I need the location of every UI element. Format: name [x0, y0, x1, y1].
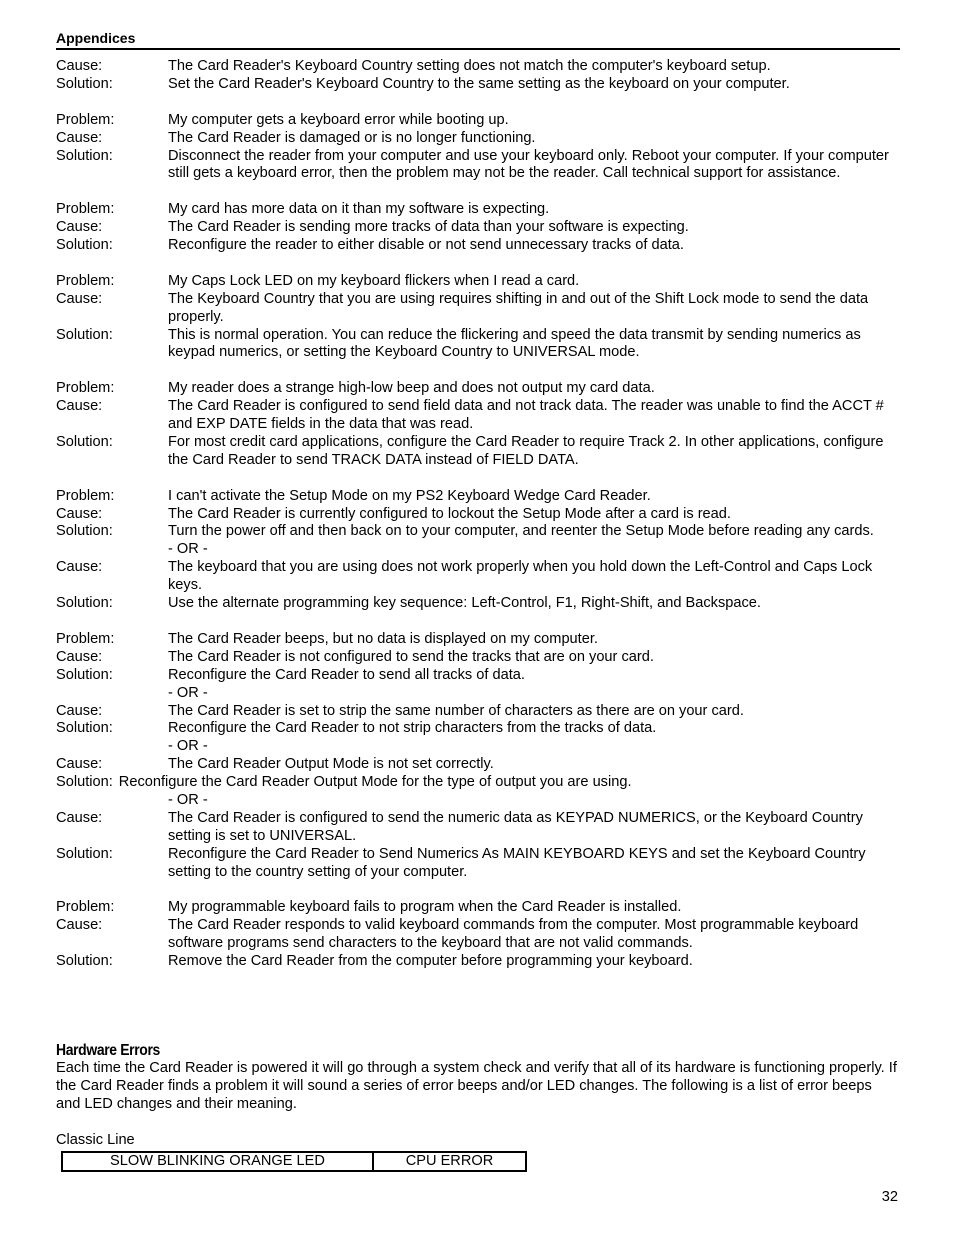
page-number: 32 — [881, 1189, 898, 1205]
row-text: My programmable keyboard fails to program when the Card Reader is installed. — [168, 899, 682, 916]
error-table — [61, 1151, 527, 1172]
row-label: Solution: — [56, 720, 113, 737]
row-text: Reconfigure the Card Reader to send all tracks of data. — [168, 666, 525, 683]
list-item — [56, 774, 900, 792]
row-label: Problem: — [56, 899, 115, 916]
list-item — [56, 112, 900, 130]
list-item — [56, 631, 900, 649]
row-text: Reconfigure the reader to either disable or not send unnecessary tracks of data. — [168, 237, 684, 254]
or-separator: - OR - — [168, 738, 208, 755]
error-meaning-cell: CPU ERROR — [373, 1152, 526, 1171]
row-label: Solution: — [56, 147, 113, 164]
row-label: Solution: — [56, 666, 113, 683]
row-label: Cause: — [56, 648, 103, 665]
list-item — [56, 488, 900, 506]
row-text: For most credit card applications, configure the Card Reader to require Track 2. In other applications, configure the Card Reader to send TRACK DATA instead of FIELD DATA. — [168, 433, 884, 468]
or-separator: - OR - — [168, 684, 208, 701]
row-label: Solution: — [56, 523, 113, 540]
list-item — [56, 201, 900, 219]
row-label: Cause: — [56, 398, 103, 415]
row-text: Reconfigure the Card Reader to Send Numerics As MAIN KEYBOARD KEYS and set the Keyboard Country setting to the country setting of your computer. — [168, 845, 866, 880]
row-label: Solution: — [56, 845, 113, 862]
troubleshooting-list — [56, 58, 900, 989]
problem-group — [56, 380, 900, 470]
hardware-errors-heading: Hardware Errors — [56, 1042, 160, 1059]
row-text: Reconfigure the Card Reader to not strip characters from the tracks of data. — [168, 720, 657, 737]
list-item — [56, 380, 900, 398]
row-label: Cause: — [56, 219, 103, 236]
problem-group — [56, 273, 900, 363]
row-text: Use the alternate programming key sequence: Left-Control, F1, Right-Shift, and Backspace. — [168, 595, 761, 612]
row-label: Problem: — [56, 201, 115, 218]
row-text: The Card Reader's Keyboard Country setting does not match the computer's keyboard setup. — [168, 58, 771, 74]
list-item — [56, 291, 900, 327]
row-label: Cause: — [56, 756, 103, 773]
row-label: Solution: — [56, 774, 113, 791]
row-label: Problem: — [56, 272, 115, 289]
row-text: The Card Reader is set to strip the same number of characters as there are on your card. — [168, 702, 744, 719]
list-item — [56, 130, 900, 148]
row-label: Cause: — [56, 809, 103, 826]
row-label: Solution: — [56, 953, 113, 970]
or-separator: - OR - — [168, 792, 208, 809]
row-text: The Card Reader is currently configured to lockout the Setup Mode after a card is read. — [168, 505, 731, 522]
row-text: The Card Reader beeps, but no data is displayed on my computer. — [168, 630, 598, 647]
row-text: Disconnect the reader from your computer and use your keyboard only. Reboot your computer. If your computer still gets a keyboard error, then the problem may not be the reader. Call technical support for assistance. — [168, 147, 889, 182]
list-item — [56, 720, 900, 738]
row-label: Solution: — [56, 237, 113, 254]
row-text: The Card Reader is configured to send field data and not track data. The reader was unable to find the ACCT # and EXP DATE fields in the data that was read. — [168, 398, 884, 433]
row-label: Cause: — [56, 58, 103, 74]
row-text: My Caps Lock LED on my keyboard flickers when I read a card. — [168, 272, 580, 289]
list-item — [56, 148, 900, 184]
row-text: Remove the Card Reader from the computer before programming your keyboard. — [168, 953, 693, 970]
row-label: Problem: — [56, 487, 115, 504]
row-label: Cause: — [56, 559, 103, 576]
row-text: Reconfigure the Card Reader Output Mode for the type of output you are using. — [118, 774, 632, 791]
list-item — [56, 899, 900, 917]
list-item — [56, 846, 900, 882]
hardware-errors-paragraph: Each time the Card Reader is powered it will go through a system check and verify that all of its hardware is functioning properly. If the Card Reader finds a problem it will sound a series of error beeps and/or LED changes. The following is a list of error beeps and LED changes and their meaning. — [56, 1060, 897, 1112]
row-text: My computer gets a keyboard error while booting up. — [168, 111, 509, 128]
list-item — [56, 398, 900, 434]
row-label: Cause: — [56, 917, 103, 934]
row-text: The Card Reader responds to valid keyboard commands from the computer. Most programmable keyboard software programs send characters to the keyboard that are not valid commands. — [168, 917, 859, 952]
list-item — [56, 506, 900, 524]
list-item — [56, 76, 900, 94]
list-item — [56, 703, 900, 721]
row-text: The Card Reader is sending more tracks of data than your software is expecting. — [168, 219, 689, 236]
row-text: The keyboard that you are using does not work properly when you hold down the Left-Control and Caps Lock keys. — [168, 559, 873, 594]
row-label: Solution: — [56, 433, 113, 450]
table-row — [62, 1152, 526, 1171]
table-caption: Classic Line — [56, 1132, 135, 1148]
row-label: Problem: — [56, 111, 115, 128]
list-item — [56, 58, 900, 76]
list-item — [56, 595, 900, 613]
row-label: Cause: — [56, 290, 103, 307]
row-text: My card has more data on it than my software is expecting. — [168, 201, 550, 218]
row-text: Turn the power off and then back on to your computer, and reenter the Setup Mode before reading any cards. — [168, 523, 874, 540]
list-item — [56, 917, 900, 953]
list-item — [56, 327, 900, 363]
row-text: The Card Reader is not configured to send the tracks that are on your card. — [168, 648, 654, 665]
or-separator: - OR - — [168, 541, 208, 558]
section-header: Appendices — [56, 29, 900, 50]
row-text: I can't activate the Setup Mode on my PS2 Keyboard Wedge Card Reader. — [168, 487, 651, 504]
list-item — [56, 810, 900, 846]
row-label: Problem: — [56, 380, 115, 397]
row-label: Cause: — [56, 129, 103, 146]
row-label: Cause: — [56, 702, 103, 719]
error-indicator-cell: SLOW BLINKING ORANGE LED — [62, 1152, 373, 1171]
row-text: The Keyboard Country that you are using requires shifting in and out of the Shift Lock mode to send the data properly. — [168, 290, 869, 325]
row-label: Solution: — [56, 595, 113, 612]
list-item — [56, 667, 900, 685]
row-label: Problem: — [56, 630, 115, 647]
problem-group — [56, 201, 900, 255]
row-text: This is normal operation. You can reduce the flickering and speed the data transmit by sending numerics as keypad numerics, or setting the Keyboard Country to UNIVERSAL mode. — [168, 326, 861, 361]
list-item — [56, 756, 900, 774]
list-item — [56, 219, 900, 237]
row-label: Solution: — [56, 326, 113, 343]
row-label: Solution: — [56, 75, 113, 92]
row-text: My reader does a strange high-low beep and does not output my card data. — [168, 380, 655, 397]
list-item — [56, 237, 900, 255]
row-text: The Card Reader is configured to send the numeric data as KEYPAD NUMERICS, or the Keyboard Country setting is set to UNIVERSAL. — [168, 809, 863, 844]
row-label: Cause: — [56, 505, 103, 522]
problem-group — [56, 58, 900, 94]
problem-group — [56, 112, 900, 184]
problem-group — [56, 631, 900, 882]
list-item — [56, 434, 900, 470]
list-item — [56, 273, 900, 291]
list-item — [56, 649, 900, 667]
list-item — [56, 953, 900, 971]
problem-group — [56, 899, 900, 971]
row-text: The Card Reader is damaged or is no longer functioning. — [168, 129, 536, 146]
list-item — [56, 523, 900, 541]
row-text: Set the Card Reader's Keyboard Country to the same setting as the keyboard on your computer. — [168, 75, 790, 92]
row-text: The Card Reader Output Mode is not set correctly. — [168, 756, 494, 773]
list-item — [56, 559, 900, 595]
problem-group — [56, 488, 900, 613]
